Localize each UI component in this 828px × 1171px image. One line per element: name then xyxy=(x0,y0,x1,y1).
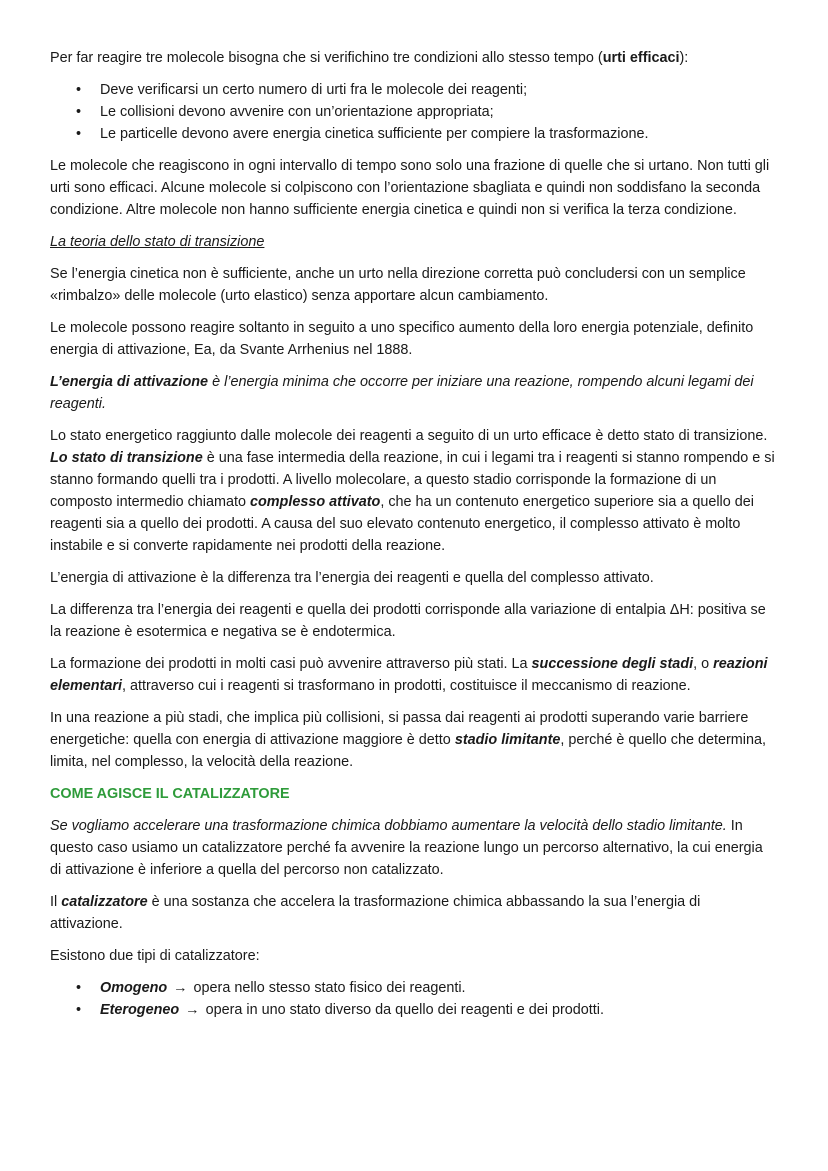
paragraph-energia-potenziale: Le molecole possono reagire soltanto in seguito a uno specifico aumento della loro energia potenziale, definito energia di attivazione, Ea, da Svante Arrhenius nel 1888. xyxy=(50,320,754,358)
bullet-icon: • xyxy=(76,82,82,98)
bullet-icon: • xyxy=(76,1002,82,1018)
paragraph-tipi: Esistono due tipi di catalizzatore: xyxy=(50,948,260,964)
intro-paragraph: Per far reagire tre molecole bisogna che si verifichino tre condizioni allo stesso tempo (urti efficaci): xyxy=(50,50,689,66)
list-item: • Le collisioni devono avvenire con un’orientazione appropriata; xyxy=(50,101,775,123)
paragraph-accelerare: Se vogliamo accelerare una trasformazione chimica dobbiamo aumentare la velocità dello stadio limitante. In questo caso usiamo un catalizzatore perché fa avvenire la reazione lungo un percorso alternativo, la cui energia di attivazione è inferiore a quella del percorso non catalizzato. xyxy=(50,818,763,878)
document-page xyxy=(50,47,775,1031)
bullet-icon: • xyxy=(76,980,82,996)
bullet-icon: • xyxy=(76,104,82,120)
list-item: • Omogeno → opera nello stesso stato fisico dei reagenti. xyxy=(50,977,775,999)
arrow-right-icon: → xyxy=(185,1002,200,1018)
paragraph-urti: Le molecole che reagiscono in ogni intervallo di tempo sono solo una frazione di quelle che si urtano. Non tutti gli urti sono efficaci. Alcune molecole si colpiscono con l’orientazione sbagliata e quindi non soddisfano la seconda condizione. Altre molecole non hanno sufficiente energia cinetica e quindi non si verifica la terza condizione. xyxy=(50,158,770,218)
paragraph-meccanismo: La formazione dei prodotti in molti casi può avvenire attraverso più stati. La successione degli stadi, o reazioni elementari, attraverso cui i reagenti si trasformano in prodotti, costituisce il meccanismo di reazione. xyxy=(50,656,768,694)
list-item: • Le particelle devono avere energia cinetica sufficiente per compiere la trasformazione. xyxy=(50,123,775,145)
term-urti-efficaci: urti efficaci xyxy=(602,50,680,66)
paragraph-stato-transizione: Lo stato energetico raggiunto dalle molecole dei reagenti a seguito di un urto efficace è detto stato di transizione. Lo stato di transizione è una fase intermedia della reazione, in cui i legami tra i reagenti si stanno rompendo e si stanno formando quelli tra i prodotti. A livello molecolare, a questo stadio corrisponde la formazione di un composto intermedio chiamato complesso attivato, che ha un contenuto energetico superiore sia a quello dei reagenti sia a quello dei prodotti. A causa del suo elevato contenuto energetico, il complesso attivato è molto instabile e si converte rapidamente nei prodotti della reazione. xyxy=(50,428,775,554)
paragraph-differenza-energia: L’energia di attivazione è la differenza tra l’energia dei reagenti e quella del complesso attivato. xyxy=(50,570,654,586)
catalyst-types-list xyxy=(50,977,775,1021)
paragraph-entalpia: La differenza tra l’energia dei reagenti e quella dei prodotti corrisponde alla variazione di entalpia ΔH: positiva se la reazione è esotermica e negativa se è endotermica. xyxy=(50,602,766,640)
paragraph-definizione-catalizzatore: Il catalizzatore è una sostanza che accelera la trasformazione chimica abbassando la sua l’energia di attivazione. xyxy=(50,894,701,932)
paragraph-stadio-limitante: In una reazione a più stadi, che implica più collisioni, si passa dai reagenti ai prodotti superando varie barriere energetiche: quella con energia di attivazione maggiore è detto stadio limitante, perché è quello che determina, limita, nel complesso, la velocità della reazione. xyxy=(50,710,766,770)
list-item: • Deve verificarsi un certo numero di urti fra le molecole dei reagenti; xyxy=(50,79,775,101)
conditions-list xyxy=(50,79,775,145)
bullet-icon: • xyxy=(76,126,82,142)
arrow-right-icon: → xyxy=(173,980,188,996)
definition-energia-attivazione: L’energia di attivazione è l’energia minima che occorre per iniziare una reazione, rompendo alcuni legami dei reagenti. xyxy=(50,374,754,412)
section-title-catalizzatore: COME AGISCE IL CATALIZZATORE xyxy=(50,786,290,802)
list-item: • Eterogeneo → opera in uno stato diverso da quello dei reagenti e dei prodotti. xyxy=(50,999,775,1021)
paragraph-rimbalzo: Se l’energia cinetica non è sufficiente, anche un urto nella direzione corretta può concludersi con un semplice «rimbalzo» delle molecole (urto elastico) senza apportare alcun cambiamento. xyxy=(50,266,746,304)
heading-teoria-stato-transizione: La teoria dello stato di transizione xyxy=(50,234,265,250)
